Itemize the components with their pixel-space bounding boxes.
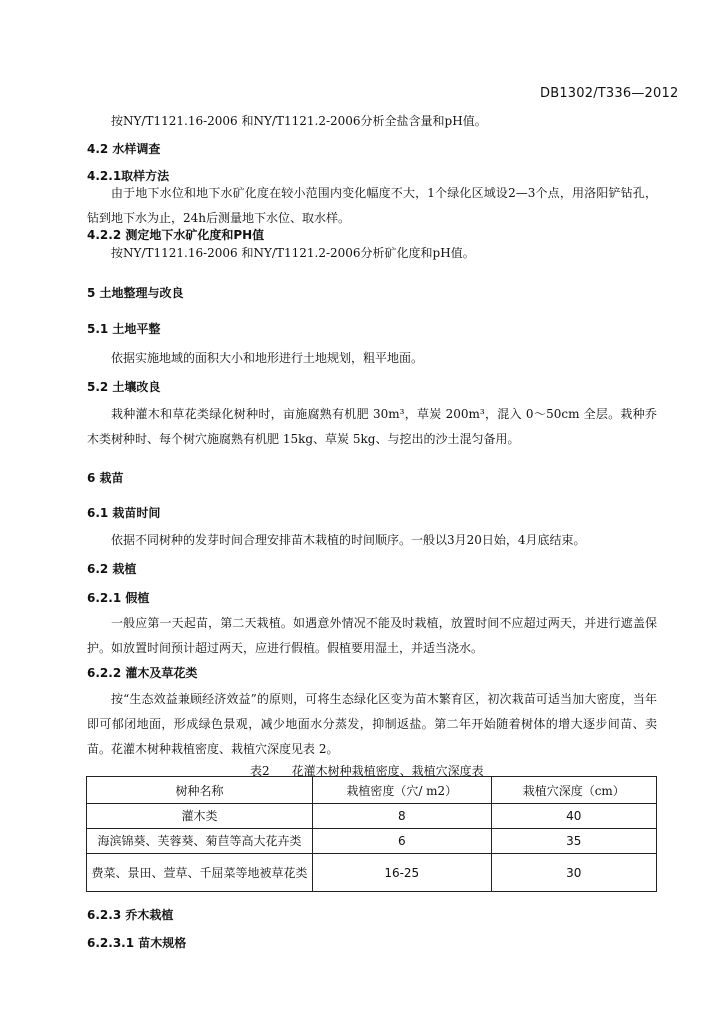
table-cell-density: 8 [313,804,492,829]
table-cell-density: 6 [313,829,492,854]
paragraph-sampling-method: 由于地下水位和地下水矿化度在较小范围内变化幅度不大，1个绿化区域设2—3个点，用洛阳铲钻孔，钻到地下水为止，24h后测量地下水位、取水样。 [87,186,657,225]
section-heading-6-2-3: 6.2.3 乔木栽植 [87,908,174,922]
section-heading-4-2: 4.2 水样调查 [87,142,161,156]
table-cell-species: 海滨锦葵、芙蓉葵、菊苣等高大花卉类 [87,829,313,854]
table-cell-depth: 40 [491,804,656,829]
table-cell-species: 灌木类 [87,804,313,829]
section-heading-6-1: 6.1 栽苗时间 [87,506,161,520]
section-heading-4-2-1: 4.2.1取样方法 [87,169,170,183]
paragraph-planting-time: 依据不同树种的发芽时间合理安排苗木栽植的时间顺序。一般以3月20日始，4月底结束。 [111,533,586,547]
table-header-cell: 栽植穴深度（cm） [491,777,656,804]
section-heading-5-2: 5.2 土壤改良 [87,380,161,394]
section-heading-6: 6 栽苗 [87,471,124,485]
section-heading-6-2-2: 6.2.2 灌木及草花类 [87,666,198,680]
paragraph-land-leveling: 依据实施地域的面积大小和地形进行土地规划，粗平地面。 [111,351,424,365]
section-heading-6-2-3-1: 6.2.3.1 苗木规格 [87,936,187,950]
section-heading-5-1: 5.1 土地平整 [87,322,161,336]
table-row [87,804,657,829]
table-cell-species: 费菜、景田、萱草、千屈菜等地被草花类 [87,854,313,892]
table-row [87,829,657,854]
paragraph-temporary-planting: 一般应第一天起苗，第二天栽植。如遇意外情况不能及时栽植，放置时间不应超过两天，并进行遮盖保护。如放置时间预计超过两天，应进行假植。假植要用湿土，并适当浇水。 [87,616,657,655]
section-heading-6-2: 6.2 栽植 [87,562,137,576]
planting-density-table [86,776,657,892]
table-cell-depth: 35 [491,829,656,854]
table-cell-depth: 30 [491,854,656,892]
paragraph-mineralization: 按NY/T1121.16-2006 和NY/T1121.2-2006分析矿化度和pH值。 [111,246,475,260]
section-heading-4-2-2: 4.2.2 测定地下水矿化度和PH值 [87,228,265,242]
table-header-cell: 树种名称 [87,777,313,804]
paragraph-shrubs-flowers: 按“生态效益兼顾经济效益”的原则，可将生态绿化区变为苗木繁育区，初次栽苗可适当加大密度，当年即可郁闭地面，形成绿色景观，减少地面水分蒸发，抑制返盐。第二年开始随着树体的增大逐步间苗、卖苗。花灌木树种栽植密度、栽植穴深度见表 2。 [87,692,657,756]
table-header-cell: 栽植密度（穴/ m2） [313,777,492,804]
section-heading-6-2-1: 6.2.1 假植 [87,591,150,605]
table-caption-number: 表2 [250,764,270,778]
table-caption-title: 花灌木树种栽植密度、栽植穴深度表 [291,764,484,778]
table-header-row [87,777,657,804]
section-heading-5: 5 土地整理与改良 [87,286,184,300]
table-row [87,854,657,892]
document-id-header: DB1302/T336—2012 [540,86,679,101]
paragraph-salt-analysis: 按NY/T1121.16-2006 和NY/T1121.2-2006分析全盐含量和pH值。 [111,114,487,128]
paragraph-soil-improvement: 栽种灌木和草花类绿化树种时，亩施腐熟有机肥 30m³，草炭 200m³，混入 0～50cm 全层。栽种乔木类树种时、每个树穴施腐熟有机肥 15kg、草炭 5kg、与挖出的沙土混匀备用。 [87,407,657,446]
table-cell-density: 16-25 [313,854,492,892]
